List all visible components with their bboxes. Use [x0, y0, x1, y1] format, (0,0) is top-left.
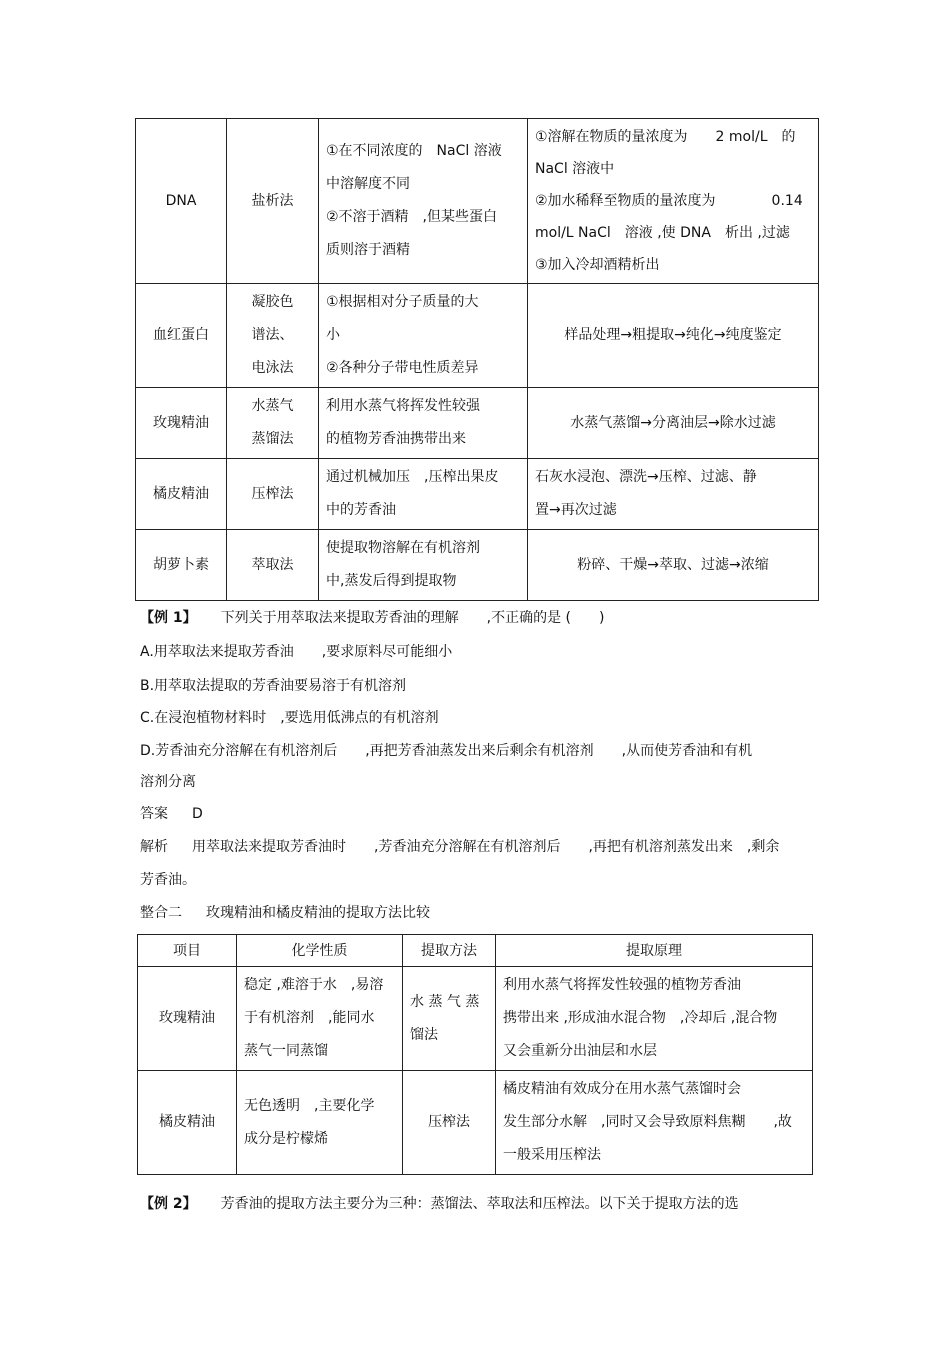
table-row [136, 459, 819, 530]
example1-option-c: C.在浸泡植物材料时 ,要选用低沸点的有机溶剂 [140, 710, 439, 726]
cell-property: 无色透明 ,主要化学 成分是柠檬烯 [237, 1071, 403, 1175]
cell-principle: 利用水蒸气将挥发性较强的植物芳香油 携带出来 ,形成油水混合物 ,冷却后 ,混合物 又会重新分出油层和水层 [496, 967, 813, 1071]
header-item: 项目 [138, 935, 237, 967]
answer-label: 答案 [140, 806, 168, 822]
cell-material: 玫瑰精油 [136, 388, 227, 459]
cell-method: 压榨法 [403, 1071, 496, 1175]
table-row [136, 388, 819, 459]
example1-analysis [140, 831, 820, 863]
cell-procedure: ①溶解在物质的量浓度为 2 mol/L 的 NaCl 溶液中 ②加水稀释至物质的量浓度为 0.14 mol/L NaCl 溶液 ,使 DNA 析出 ,过滤 ③加入冷却酒精析出 [528, 119, 819, 284]
example1-question [140, 602, 820, 634]
example2-tag: 【例 2】 [140, 1196, 197, 1212]
extraction-methods-table [135, 118, 819, 601]
cell-material: DNA [136, 119, 227, 284]
analysis-label: 解析 [140, 839, 168, 855]
section2-heading [140, 897, 820, 929]
cell-principle: 通过机械加压 ,压榨出果皮 中的芳香油 [319, 459, 528, 530]
example1-tag: 【例 1】 [140, 610, 197, 626]
cell-method: 萃取法 [227, 530, 319, 601]
cell-principle: 橘皮精油有效成分在用水蒸气蒸馏时会 发生部分水解 ,同时又会导致原料焦糊 ,故 一般采用压榨法 [496, 1071, 813, 1175]
example1-option-d-line1: D.芳香油充分溶解在有机溶剂后 ,再把芳香油蒸发出来后剩余有机溶剂 ,从而使芳香油和有机 [140, 743, 753, 759]
cell-procedure: 石灰水浸泡、漂洗→压榨、过滤、静 置→再次过滤 [528, 459, 819, 530]
cell-principle: ①根据相对分子质量的大 小 ②各种分子带电性质差异 [319, 284, 528, 388]
cell-procedure: 样品处理→粗提取→纯化→纯度鉴定 [528, 284, 819, 388]
cell-material: 橘皮精油 [136, 459, 227, 530]
section2-title: 玫瑰精油和橘皮精油的提取方法比较 [206, 905, 430, 921]
example1-question-text: 下列关于用萃取法来提取芳香油的理解 ,不正确的是 ( ) [220, 610, 605, 626]
table-row [136, 530, 819, 601]
cell-method: 凝胶色 谱法、 电泳法 [227, 284, 319, 388]
example1-option-b: B.用萃取法提取的芳香油要易溶于有机溶剂 [140, 678, 407, 694]
cell-method: 水 蒸 气 蒸 馏法 [403, 967, 496, 1071]
example1-answer [140, 798, 820, 830]
example2-question [140, 1188, 820, 1220]
table-row [138, 967, 813, 1071]
cell-method: 压榨法 [227, 459, 319, 530]
answer-value: D [192, 806, 203, 822]
example2-text: 芳香油的提取方法主要分为三种：蒸馏法、萃取法和压榨法。以下关于提取方法的选 [220, 1196, 739, 1212]
cell-principle: ①在不同浓度的 NaCl 溶液 中溶解度不同 ②不溶于酒精 ,但某些蛋白 质则溶于酒精 [319, 119, 528, 284]
table-row [138, 1071, 813, 1175]
cell-principle: 使提取物溶解在有机溶剂 中,蒸发后得到提取物 [319, 530, 528, 601]
table-header-row [138, 935, 813, 967]
cell-item: 橘皮精油 [138, 1071, 237, 1175]
header-principle: 提取原理 [496, 935, 813, 967]
cell-principle: 利用水蒸气将挥发性较强 的植物芳香油携带出来 [319, 388, 528, 459]
example1-option-a: A.用萃取法来提取芳香油 ,要求原料尽可能细小 [140, 644, 453, 660]
table-row [136, 284, 819, 388]
header-property: 化学性质 [237, 935, 403, 967]
cell-material: 血红蛋白 [136, 284, 227, 388]
essential-oil-comparison-table [137, 934, 813, 1175]
cell-material: 胡萝卜素 [136, 530, 227, 601]
cell-property: 稳定 ,难溶于水 ,易溶 于有机溶剂 ,能同水 蒸气一同蒸馏 [237, 967, 403, 1071]
table-row [136, 119, 819, 284]
section2-label: 整合二 [140, 905, 182, 921]
example1-analysis-line2: 芳香油。 [140, 872, 196, 888]
cell-procedure: 水蒸气蒸馏→分离油层→除水过滤 [528, 388, 819, 459]
analysis-text: 用萃取法来提取芳香油时 ,芳香油充分溶解在有机溶剂后 ,再把有机溶剂蒸发出来 ,剩余 [192, 839, 780, 855]
cell-procedure: 粉碎、干燥→萃取、过滤→浓缩 [528, 530, 819, 601]
header-method: 提取方法 [403, 935, 496, 967]
cell-item: 玫瑰精油 [138, 967, 237, 1071]
cell-method: 盐析法 [227, 119, 319, 284]
cell-method: 水蒸气 蒸馏法 [227, 388, 319, 459]
example1-option-d-line2: 溶剂分离 [140, 774, 196, 790]
